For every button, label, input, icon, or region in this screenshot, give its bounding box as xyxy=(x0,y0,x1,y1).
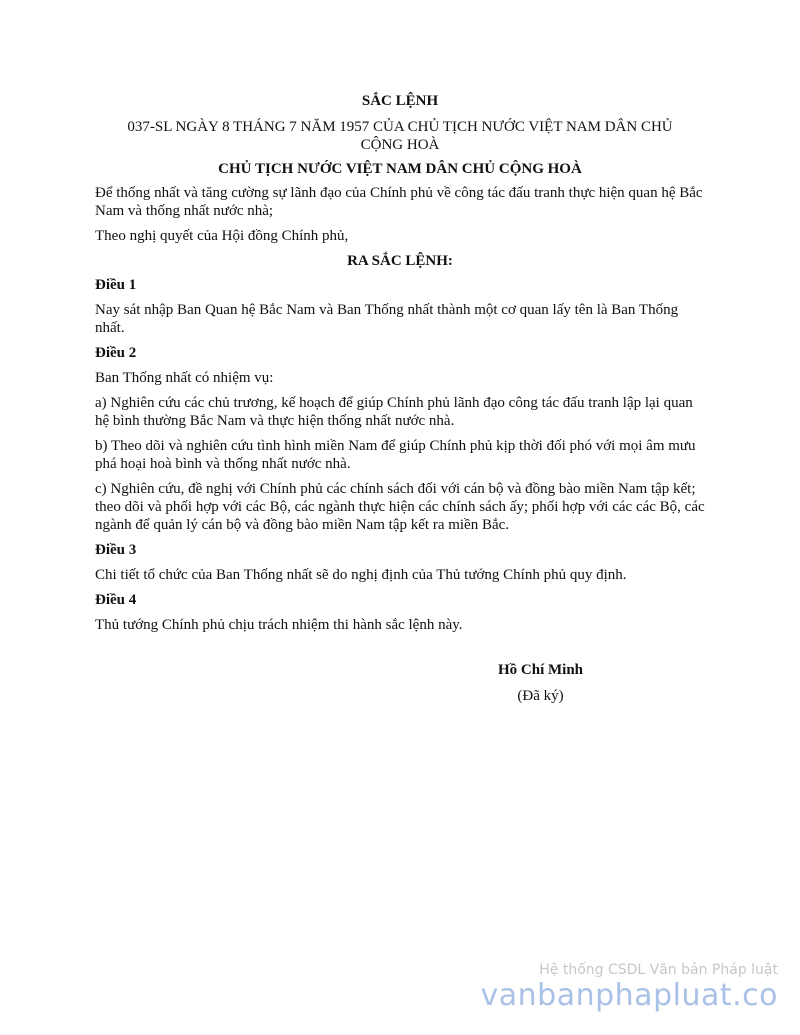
issuer-heading: CHỦ TỊCH NƯỚC VIỆT NAM DÂN CHỦ CỘNG HOÀ xyxy=(218,161,582,177)
article-label: Điều 3 xyxy=(95,542,137,558)
article-paragraph: Thủ tướng Chính phủ chịu trách nhiệm thi hành sắc lệnh này. xyxy=(95,617,463,633)
signed-note: (Đã ký) xyxy=(517,688,564,704)
document-subtitle: 037-SL NGÀY 8 THÁNG 7 NĂM 1957 CỦA CHỦ TỊCH NƯỚC VIỆT NAM DÂN CHỦ CỘNG HOÀ xyxy=(127,119,673,153)
article-paragraph: Ban Thống nhất có nhiệm vụ: xyxy=(95,370,274,386)
document-body xyxy=(95,92,705,641)
article-paragraph: Nay sát nhập Ban Quan hệ Bắc Nam và Ban Thống nhất thành một cơ quan lấy tên là Ban Thống nhất. xyxy=(95,302,679,336)
preamble-paragraph: Để thống nhất và tăng cường sự lãnh đạo của Chính phủ về công tác đấu tranh thực hiện quan hệ Bắc Nam và thống nhất nước nhà; xyxy=(95,185,703,219)
article-label: Điều 2 xyxy=(95,345,137,361)
article-label: Điều 4 xyxy=(95,592,137,608)
preamble-paragraph: Theo nghị quyết của Hội đồng Chính phủ, xyxy=(95,228,349,244)
site-watermark xyxy=(481,961,778,1013)
watermark-tagline: Hệ thống CSDL Văn bản Pháp luật xyxy=(539,962,778,978)
watermark-domain: vanbanphapluat.co xyxy=(480,978,778,1013)
article-paragraph: a) Nghiên cứu các chủ trương, kế hoạch để giúp Chính phủ lãnh đạo công tác đấu tranh lập lại quan hệ bình thường Bắc Nam và thực hiện thống nhất nước nhà. xyxy=(95,395,693,429)
article-paragraph: b) Theo dõi và nghiên cứu tình hình miền Nam để giúp Chính phủ kịp thời đối phó với mọi âm mưu phá hoại hoà bình và thống nhất nước nhà. xyxy=(95,438,696,472)
article-paragraph: Chi tiết tổ chức của Ban Thống nhất sẽ do nghị định của Thủ tướng Chính phủ quy định. xyxy=(95,567,627,583)
decree-heading: RA SẮC LỆNH: xyxy=(347,253,453,269)
signer-name: Hồ Chí Minh xyxy=(498,662,584,678)
document-title: SẮC LỆNH xyxy=(361,93,439,109)
signature-block xyxy=(498,661,583,705)
article-paragraph: c) Nghiên cứu, đề nghị với Chính phủ các chính sách đối với cán bộ và đồng bào miền Nam tập kết; theo dõi và phối hợp với các Bộ, các ngành thực hiện các chính sách ấy; phối hợp với các các Bộ, các ngành để quản lý cán bộ và đồng bào miền Nam tập kết ra miền Bắc. xyxy=(95,481,705,533)
article-label: Điều 1 xyxy=(95,277,137,293)
